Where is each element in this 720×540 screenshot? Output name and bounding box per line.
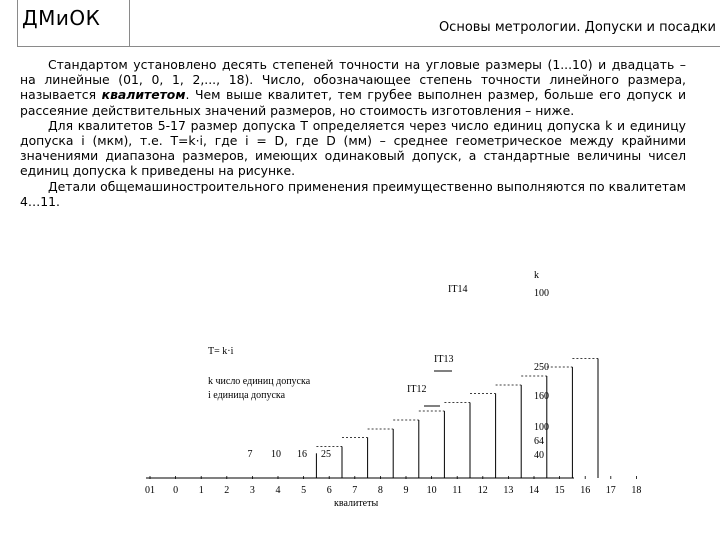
x-tick-label: 11: [452, 485, 463, 496]
x-tick-label: 12: [477, 485, 488, 496]
y-axis-label: k: [534, 270, 539, 281]
course-title: ДМиОК: [22, 6, 101, 30]
x-tick-label: 18: [631, 485, 642, 496]
paragraph-1: [20, 57, 686, 118]
x-tick-label: 16: [580, 485, 591, 496]
x-tick-label: 13: [503, 485, 514, 496]
it-label-12: IT12: [407, 384, 427, 395]
x-tick-label: 14: [529, 485, 539, 496]
x-tick-label: 10: [426, 485, 437, 496]
x-tick-label: 2: [224, 485, 230, 496]
x-tick-label: 3: [249, 485, 255, 496]
legend-i: i единица допуска: [208, 390, 286, 401]
x-tick-label: 15: [554, 485, 565, 496]
paragraph-3: Детали общемашиностроительного применения преимущественно выполняются по квалитетам 4…11.: [20, 178, 686, 209]
x-tick-label: 01: [145, 485, 155, 496]
x-tick-label: 4: [275, 485, 281, 496]
right-k-label: 64: [534, 436, 544, 447]
x-tick-label: 0: [173, 485, 179, 496]
x-tick-label: 8: [377, 485, 383, 496]
low-k-label: 16: [297, 449, 307, 460]
x-tick-label: 7: [352, 485, 358, 496]
right-k-label: 160: [534, 391, 549, 402]
x-tick-label: 17: [605, 485, 616, 496]
it-label-14: IT14: [448, 284, 468, 295]
x-tick-label: 6: [326, 485, 332, 496]
term-kvalitet: квалитетом: [101, 87, 186, 103]
x-tick-label: 5: [301, 485, 307, 496]
low-k-label: 10: [271, 449, 281, 460]
x-axis-label: квалитеты: [334, 498, 379, 509]
kvalitet-chart: [142, 258, 642, 540]
right-k-label: 100: [534, 288, 549, 299]
chart-svg: [142, 258, 642, 540]
right-k-label: 100: [534, 422, 549, 433]
body-text: [20, 57, 686, 209]
right-k-label: 40: [534, 450, 544, 461]
paragraph-2: Для квалитетов 5-17 размер допуска T определяется через число единиц допуска k и единицу допуска i (мкм), т.е. T=k·i, где i = D, где D (мм) – среднее геометрическое между крайними значениями диапазона размеров, имеющих одинаковый допуск, а стандартные величины чисел единиц допуска k приведены на рисунке.: [20, 117, 686, 179]
low-k-label: 7: [247, 449, 253, 460]
right-k-label: 250: [534, 362, 549, 373]
it-label-13: IT13: [434, 354, 454, 365]
x-tick-label: 1: [198, 485, 204, 496]
x-tick-label: 9: [403, 485, 409, 496]
paragraph-1-start: Стандартом установлено десять степеней точности на угловые размеры (1...10) и двадцать – на линейные (01, 0, 1, 2,..., 18). Число, обозначающее степень точности линейного размера, называется: [20, 57, 686, 103]
paragraph-1-end: . Чем выше квалитет, тем грубее выполнен размер, больше его допуск и рассеяние действительных значений размеров, но стоимость изготовления – ниже.: [20, 87, 686, 118]
chart-formula: T= k·i: [208, 346, 234, 357]
slide-title: Основы метрологии. Допуски и посадки: [438, 20, 716, 35]
low-k-label: 25: [321, 449, 331, 460]
legend-k: k число единиц допуска: [208, 376, 311, 387]
header-divider: [130, 46, 720, 47]
